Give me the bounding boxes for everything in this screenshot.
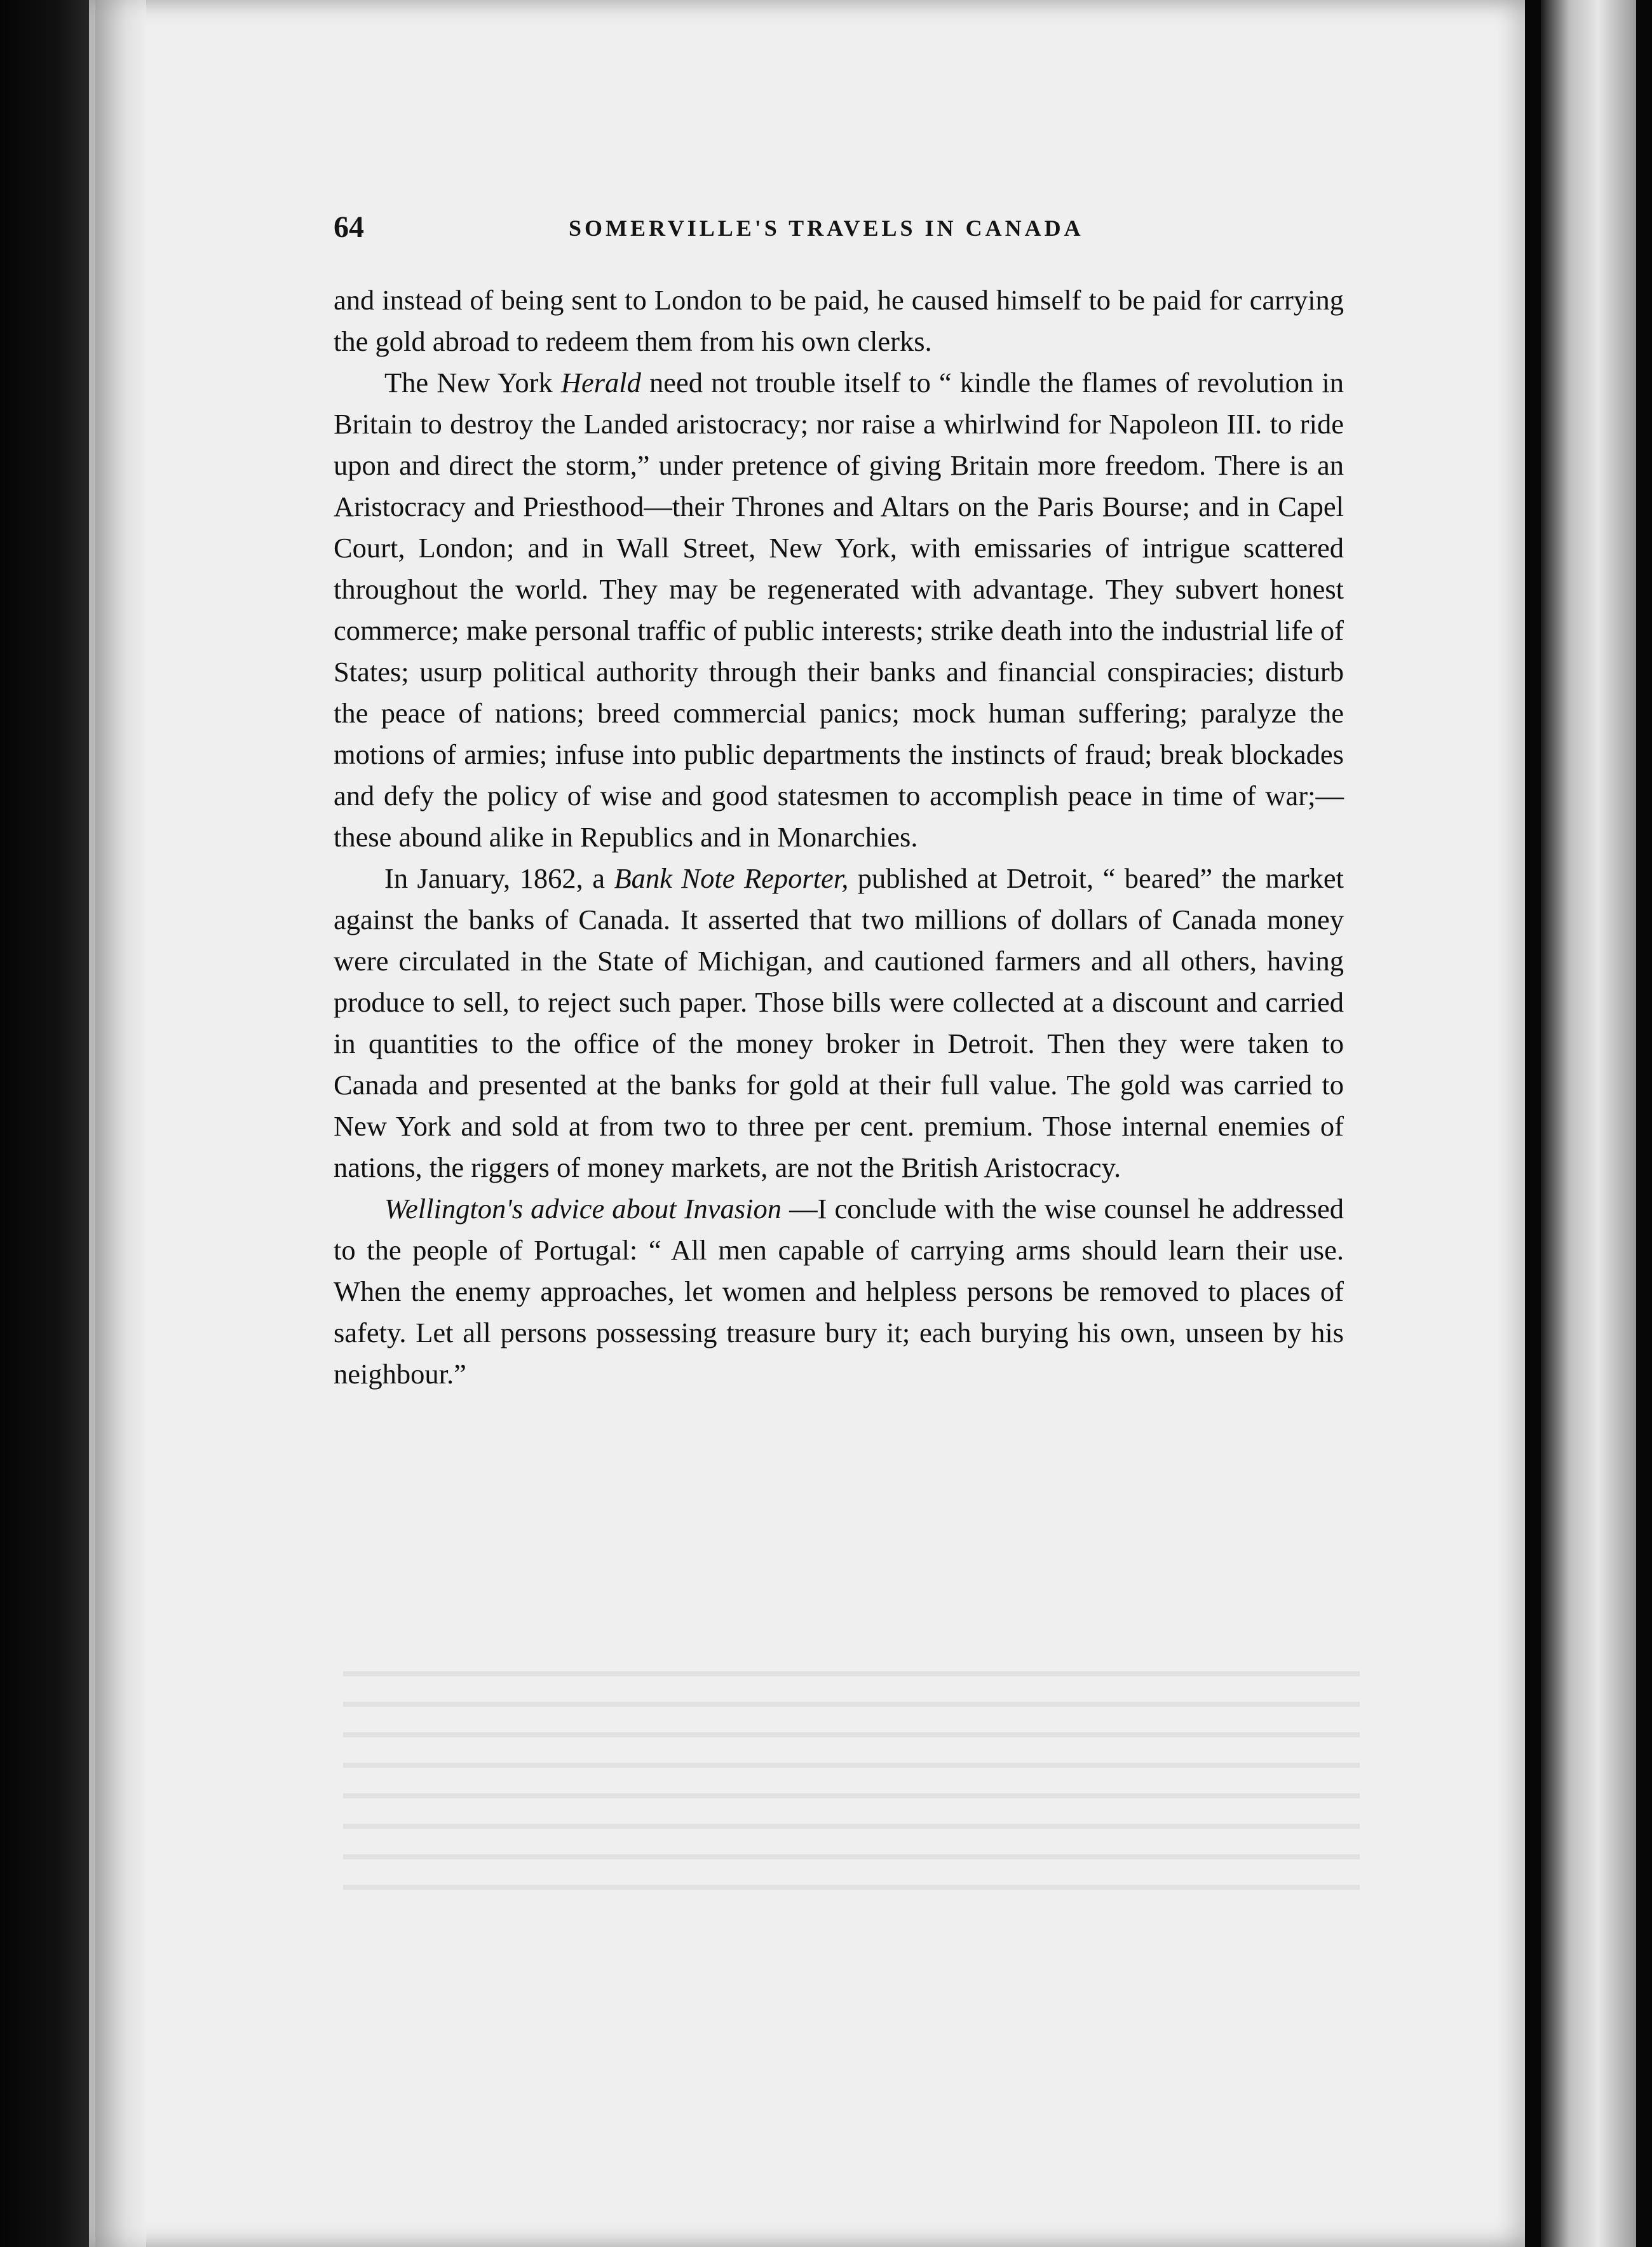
bank-note-reporter-title: Bank Note Reporter, bbox=[614, 862, 849, 894]
paragraph-3-start: In January, 1862, a bbox=[384, 862, 614, 894]
paragraph-3 bbox=[334, 858, 1344, 1188]
page-header-title: SOMERVILLE'S TRAVELS IN CANADA bbox=[569, 215, 1084, 241]
paragraph-3-rest: published at Detroit, “ beared” the market against the banks of Canada. It asserted that two millions of dollars of Canada money were circulated in the State of Michigan, and cautioned farmers and all others, having produce to sell, to reject such paper. Those bills were collected at a discount and carried in quantities to the office of the money broker in Detroit. Then they were taken to Canada and presented at the banks for gold at their full value. The gold was carried to New York and sold at from two to three per cent. premium. Those internal enemies of nations, the riggers of money markets, are not the British Aristocracy. bbox=[334, 862, 1344, 1183]
paragraph-2-start: The New York bbox=[384, 367, 561, 398]
running-head bbox=[334, 210, 1350, 248]
herald-title: Herald bbox=[560, 367, 641, 398]
paragraph-2-rest: need not trouble itself to “ kindle the flames of revolution in Britain to destroy the Landed aristocracy; nor raise a whirlwind for Napoleon III. to ride upon and direct the storm,” under pretence of giving Britain more freedom. There is an Aristocracy and Priesthood—their Thrones and Altars on the Paris Bourse; and in Capel Court, London; and in Wall Street, New York, with emissaries of intrigue scattered throughout the world. They may be regenerated with advantage. They subvert honest commerce; make personal traffic of public interests; strike death into the industrial life of States; usurp political authority through their banks and financial conspiracies; disturb the peace of nations; breed commercial panics; mock human suffering; paralyze the motions of armies; infuse into public departments the instincts of fraud; break blockades and defy the policy of wise and good statesmen to accomplish peace in time of war;—these abound alike in Republics and in Monarchies. bbox=[334, 367, 1344, 853]
wellington-heading: Wellington's advice about Invasion bbox=[384, 1193, 782, 1225]
page-number: 64 bbox=[334, 210, 364, 244]
left-binding-edge bbox=[0, 0, 95, 2247]
paragraph-2 bbox=[334, 362, 1344, 858]
paragraph-4 bbox=[334, 1188, 1344, 1395]
body-text bbox=[334, 280, 1344, 1395]
next-page-edge bbox=[1541, 0, 1636, 2247]
paragraph-4-rest: —I conclude with the wise counsel he addressed to the people of Portugal: “ All men capable of carrying arms should learn their use. When the enemy approaches, let women and helpless persons be removed to places of safety. Let all persons possessing treasure bury it; each burying his own, unseen by his neighbour.” bbox=[334, 1193, 1344, 1390]
show-through-text bbox=[343, 1646, 1360, 1900]
page-gutter-shadow bbox=[95, 0, 146, 2247]
paragraph-1: and instead of being sent to London to be paid, he caused himself to be paid for carrying the gold abroad to redeem them from his own clerks. bbox=[334, 284, 1344, 357]
